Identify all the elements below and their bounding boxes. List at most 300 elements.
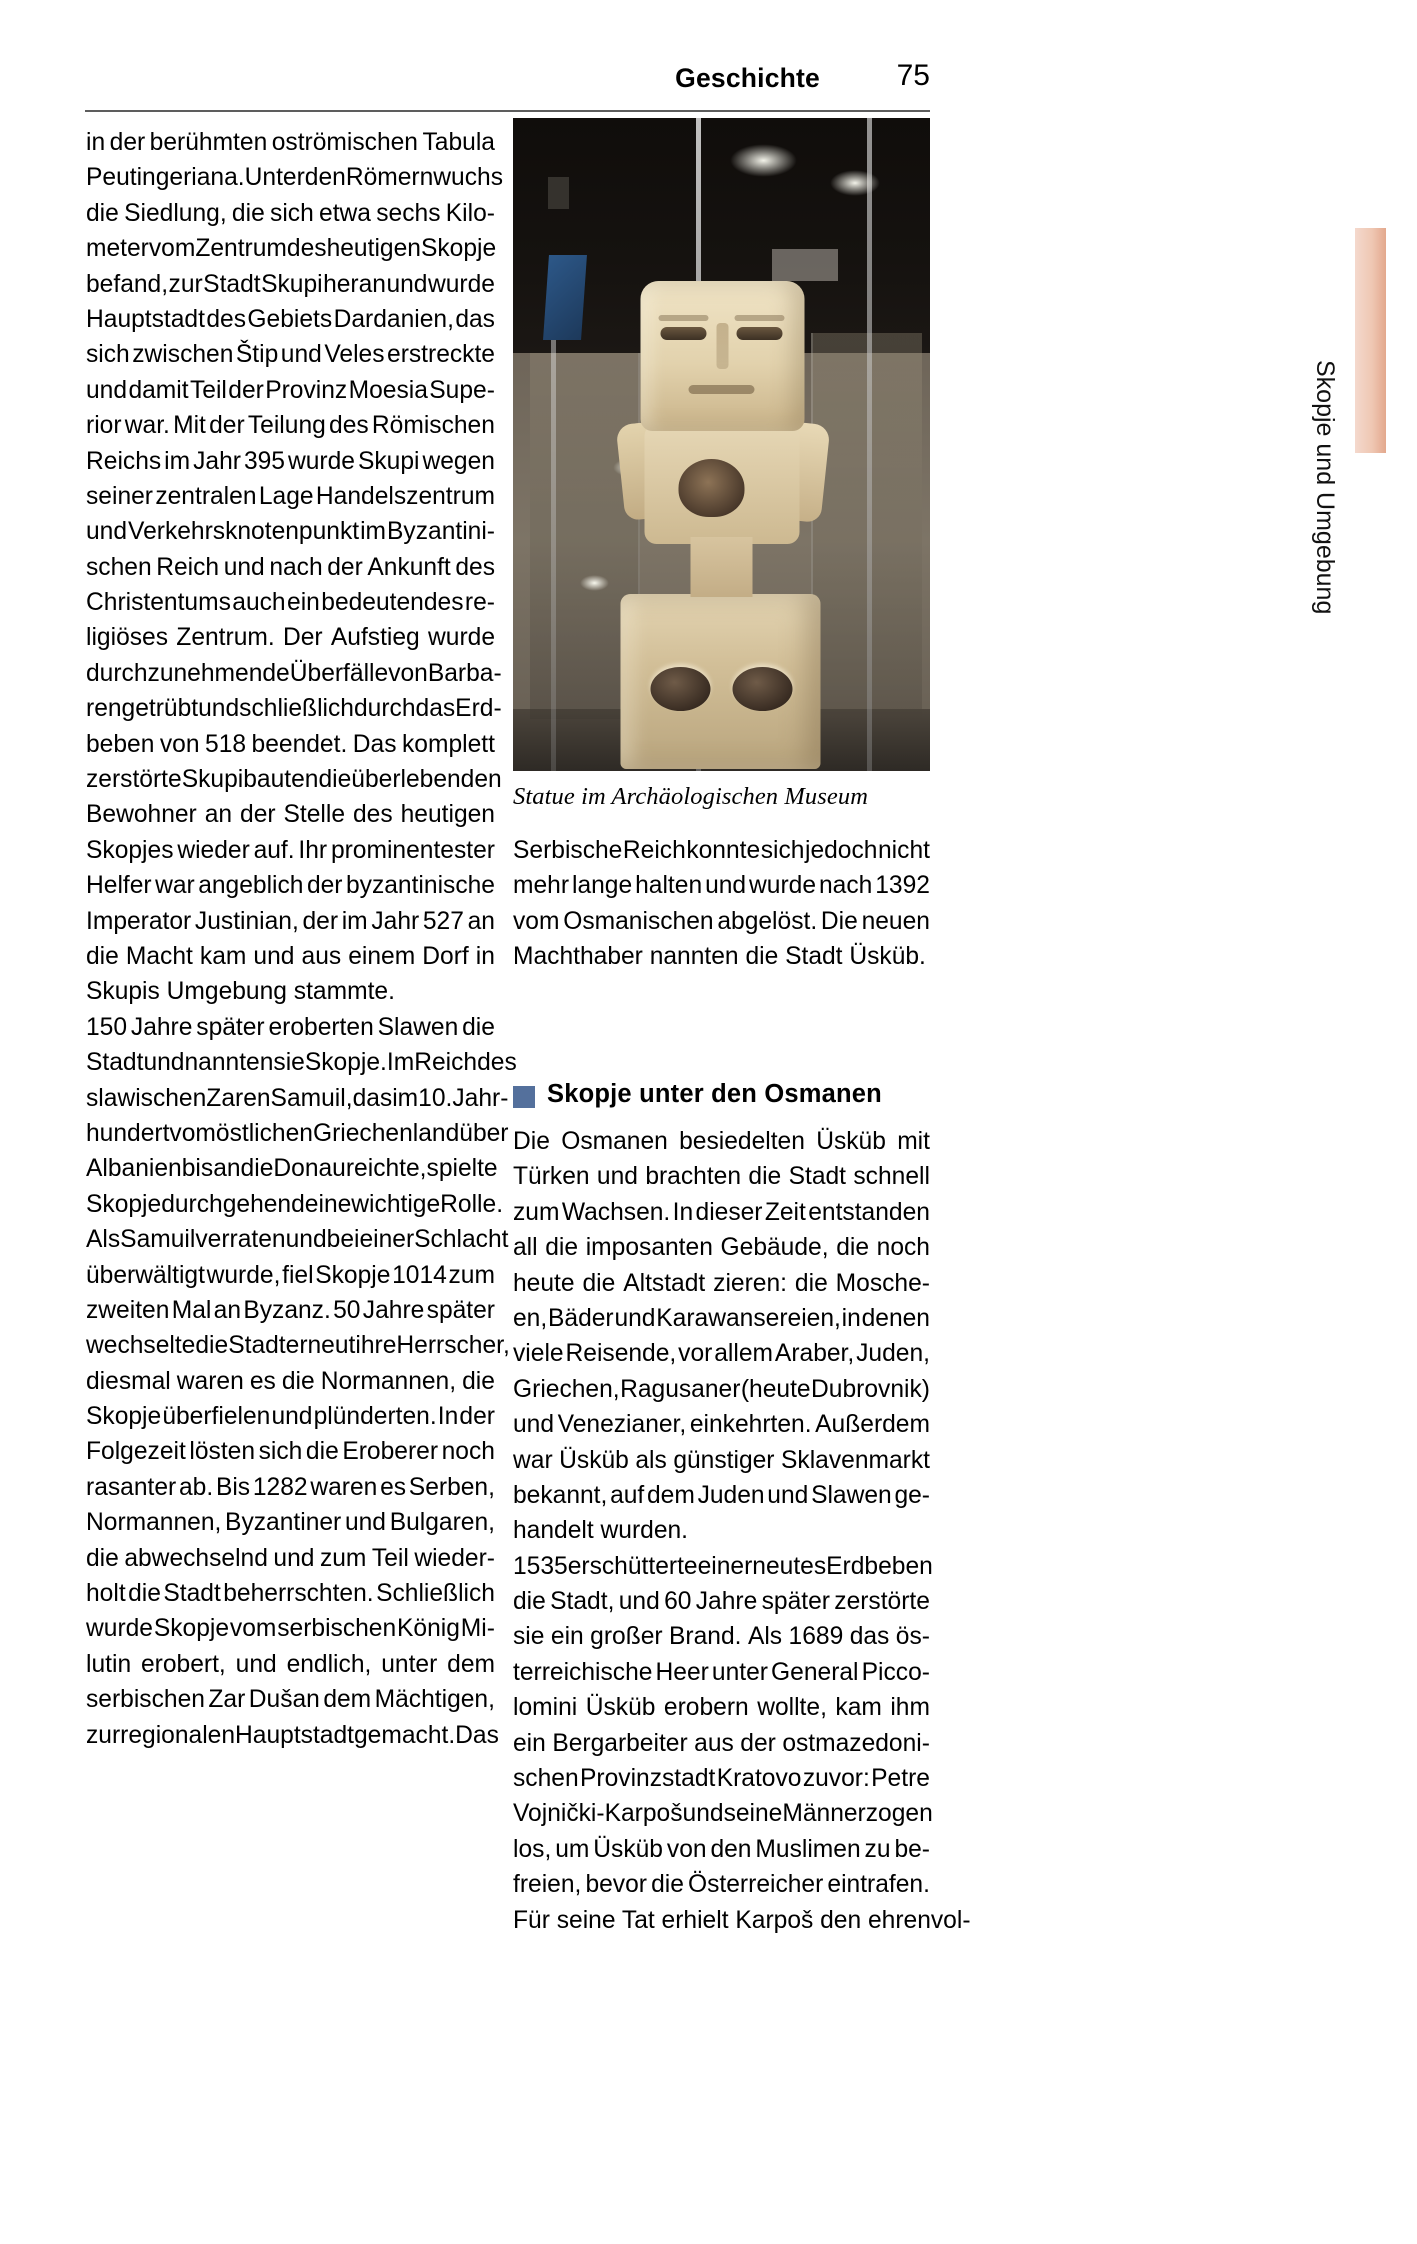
text-word: all <box>513 1234 538 1262</box>
text-word: die <box>836 1234 870 1262</box>
text-word: Handelszentrum <box>315 482 495 510</box>
text-word: Mi- <box>460 1615 495 1643</box>
text-word: und <box>614 1304 656 1332</box>
text-word: 1282 <box>252 1473 308 1501</box>
text-word: Verkehrsknotenpunkt <box>128 518 360 546</box>
text-word: Kratovo <box>716 1765 802 1793</box>
text-word: es <box>249 1367 276 1395</box>
text-word: Barba- <box>427 659 502 687</box>
text-word: Jahr <box>193 447 241 475</box>
text-word: im <box>360 518 387 546</box>
right-text-column-upper <box>513 833 930 975</box>
text-line <box>86 974 495 1009</box>
text-word: Kilo- <box>445 199 495 227</box>
text-word: lösten <box>189 1438 256 1466</box>
text-line <box>513 939 930 974</box>
text-line <box>86 231 495 266</box>
text-run: Für seine Tat erhielt Karpoš den ehrenvol- <box>513 1906 971 1934</box>
text-line <box>86 479 495 514</box>
text-word: und <box>767 1481 809 1509</box>
text-line <box>513 1159 930 1194</box>
text-word: und <box>198 695 240 723</box>
text-word: bauten <box>243 766 319 794</box>
text-word: Erd- <box>455 695 502 723</box>
text-word: durch <box>353 695 416 723</box>
text-word: hundert <box>86 1119 170 1147</box>
text-word: Reich <box>622 837 686 864</box>
text-word: eroberten <box>268 1013 374 1041</box>
text-word: Außerdem <box>815 1411 930 1439</box>
text-word: die <box>281 1367 315 1395</box>
text-word: Brand. <box>669 1623 742 1651</box>
text-word: die <box>651 1871 684 1899</box>
text-word: Stadt <box>203 270 261 298</box>
text-word: in <box>475 942 495 970</box>
text-word: wichtige <box>351 1190 441 1218</box>
text-word: Reichs <box>86 447 162 475</box>
text-word: Heer <box>655 1658 709 1686</box>
text-word: einer <box>359 1226 415 1254</box>
text-word: im <box>341 907 368 935</box>
text-word: Bäder <box>548 1304 614 1332</box>
text-word: über <box>459 1119 509 1147</box>
text-word: das <box>415 695 456 723</box>
text-word: imposanten <box>585 1234 713 1262</box>
text-word: an <box>467 907 495 935</box>
text-word: sich <box>258 1438 303 1466</box>
text-word: prominentester <box>330 836 495 864</box>
text-word: Folgezeit <box>86 1438 186 1466</box>
text-word: die <box>582 1269 616 1297</box>
text-word: Als <box>86 1226 121 1254</box>
text-word: sich <box>86 341 130 369</box>
text-word: 10. <box>418 1084 453 1112</box>
text-word: los, <box>513 1835 552 1863</box>
text-word: ein <box>697 1552 731 1580</box>
text-word: Muslimen <box>755 1835 861 1863</box>
text-line <box>513 1372 930 1407</box>
text-word: zum <box>319 1544 367 1572</box>
text-word: Albanien <box>86 1155 182 1183</box>
text-word: zum <box>513 1198 560 1226</box>
text-word: und <box>271 1403 313 1431</box>
text-word: dem <box>447 1650 495 1678</box>
text-word: wechselte <box>86 1332 196 1360</box>
text-word: Serbische <box>513 837 623 864</box>
text-word: überwältigt <box>86 1261 205 1289</box>
section-heading-text: Skopje unter den Osmanen <box>547 1080 882 1108</box>
text-word: aus <box>694 1729 734 1757</box>
text-word: wollte, <box>757 1694 827 1722</box>
text-word: die <box>462 1013 495 1041</box>
text-word: Petre <box>871 1765 930 1793</box>
text-word: der <box>209 412 245 440</box>
text-word: überfielen <box>162 1403 271 1431</box>
running-head-title: Geschichte <box>675 63 820 93</box>
text-word: Helfer <box>86 872 152 900</box>
text-word: Dubrovnik) <box>811 1375 930 1403</box>
text-word: Juden, <box>856 1340 930 1368</box>
text-word: Römern <box>345 164 434 192</box>
text-word: kam <box>199 942 247 970</box>
text-word: Reich <box>156 553 220 581</box>
photo-glass-mullion <box>551 340 556 771</box>
text-word: des <box>286 235 327 263</box>
text-word: byzantinische <box>345 872 495 900</box>
text-word: ös- <box>895 1623 930 1651</box>
text-word: unter <box>711 1658 768 1686</box>
text-word: Justinian, <box>194 907 299 935</box>
text-word: denen <box>861 1304 930 1332</box>
text-word: Griechenland <box>312 1119 460 1147</box>
text-word: noch <box>876 1234 930 1262</box>
text-line <box>86 1187 504 1222</box>
text-word: und <box>86 518 128 546</box>
text-word: zerstörte <box>86 766 182 794</box>
text-word: Samuil, <box>270 1084 353 1112</box>
photo-spot-highlight <box>730 144 797 177</box>
text-word: Männer <box>782 1800 866 1828</box>
statue-brow <box>658 315 708 321</box>
text-word: be- <box>894 1835 930 1863</box>
text-word: ihre <box>355 1332 397 1360</box>
text-word: Eroberer <box>342 1438 439 1466</box>
thumb-index-label-text: Skopje und Umgebung <box>1311 360 1339 615</box>
text-line <box>86 1399 495 1434</box>
text-word: Sklavenmarkt <box>781 1446 930 1474</box>
photo-scene <box>513 118 930 771</box>
text-word: General <box>771 1658 859 1686</box>
text-word: lutin <box>86 1650 132 1678</box>
text-word: slawischen <box>86 1084 207 1112</box>
text-word: schnell <box>853 1163 930 1191</box>
text-word: regionalen <box>120 1721 236 1749</box>
text-line <box>86 444 495 479</box>
text-word: Veles <box>324 341 385 369</box>
text-line <box>513 1443 930 1478</box>
text-word: Byzantiner <box>225 1509 342 1537</box>
text-line <box>86 337 495 372</box>
text-word: Teilung <box>247 412 326 440</box>
text-word: der <box>228 376 264 404</box>
text-word: und <box>223 553 265 581</box>
text-word: vom <box>229 1615 277 1643</box>
text-word: Bewohner <box>86 801 197 829</box>
statue-head <box>640 281 804 431</box>
text-word: eine <box>304 1190 352 1218</box>
section-bullet-icon <box>513 1086 535 1108</box>
text-word: Ankunft <box>367 553 451 581</box>
text-word: den <box>710 1835 752 1863</box>
text-word: die <box>462 1367 495 1395</box>
text-word: serbischen <box>277 1615 397 1643</box>
text-word: waren <box>176 1367 244 1395</box>
text-word: Zaren <box>206 1084 271 1112</box>
text-word: Supe- <box>429 376 495 404</box>
text-word: angeblich <box>198 872 304 900</box>
stone-statue <box>614 219 829 769</box>
text-word: Skopje <box>153 1615 230 1643</box>
text-word: zur <box>86 1721 121 1749</box>
text-word: Jahr- <box>452 1084 509 1112</box>
text-word: zogen <box>865 1800 933 1828</box>
text-word: diesmal <box>86 1367 171 1395</box>
text-word: vor <box>678 1340 713 1368</box>
text-word: Türken <box>513 1163 590 1191</box>
text-line <box>513 1690 930 1725</box>
text-word: Slawen <box>377 1013 459 1041</box>
text-word: des <box>206 305 247 333</box>
text-word: war <box>155 872 195 900</box>
text-word: Reisende, <box>565 1340 677 1368</box>
text-word: als <box>635 1446 667 1474</box>
text-word: Dardanien, <box>333 305 454 333</box>
running-head <box>85 59 930 102</box>
text-word: des <box>455 553 495 581</box>
text-word: der <box>302 907 339 935</box>
text-word: ostmazedoni- <box>782 1729 930 1757</box>
text-word: freien, <box>513 1871 582 1899</box>
thumb-index-label <box>1311 360 1400 660</box>
section-heading <box>513 1080 933 1114</box>
text-word: die <box>86 199 119 227</box>
text-word: Als <box>747 1623 783 1651</box>
text-word: der <box>306 872 343 900</box>
text-line <box>86 797 495 832</box>
text-word: viele <box>513 1340 564 1368</box>
text-word: erstreckte <box>387 341 495 369</box>
text-word: von <box>666 1835 707 1863</box>
text-word: Üsküb <box>593 1835 663 1863</box>
text-run: handelt wurden. <box>513 1517 689 1545</box>
text-word: ligiöses <box>86 624 169 652</box>
text-line <box>86 550 495 585</box>
text-word: etwa <box>319 199 371 227</box>
text-word: wuchs <box>433 164 504 192</box>
text-line <box>86 302 495 337</box>
text-word: Skopjes <box>86 836 174 864</box>
text-word: fiel <box>282 1261 314 1289</box>
text-word: Picco- <box>861 1658 930 1686</box>
text-line <box>513 1124 930 1159</box>
text-word: sich <box>270 199 314 227</box>
text-word: schließlich <box>239 695 354 723</box>
text-word: das <box>849 1623 890 1651</box>
text-line <box>86 1611 495 1646</box>
text-word: des <box>329 412 369 440</box>
text-word: lange <box>571 872 633 900</box>
statue-eye <box>736 327 782 340</box>
text-word: und <box>143 1049 185 1077</box>
text-line <box>513 1266 930 1301</box>
text-word: Siedlung, <box>124 199 227 227</box>
text-line <box>86 1081 509 1116</box>
text-word: heutigen <box>326 235 421 263</box>
text-word: erneut <box>285 1332 356 1360</box>
text-word: Skopje <box>86 1403 162 1431</box>
text-word: später <box>196 1013 265 1041</box>
text-word: und <box>386 270 428 298</box>
text-word: Normannen, <box>320 1367 457 1395</box>
text-line <box>513 1832 930 1867</box>
text-word: zwischen <box>132 341 234 369</box>
text-word: Skopje <box>86 1190 162 1218</box>
text-word: die <box>794 1269 828 1297</box>
text-word: schen <box>86 553 152 581</box>
text-word: vom <box>513 907 560 935</box>
text-word: Stadt, <box>550 1588 615 1616</box>
text-word: heran <box>323 270 386 298</box>
text-word: die <box>195 1332 229 1360</box>
text-line <box>513 1195 930 1230</box>
text-word: oströmischen <box>271 129 418 156</box>
text-word: überlebenden <box>351 766 502 794</box>
text-word: der <box>740 1729 776 1757</box>
text-word: nannten <box>184 1049 274 1077</box>
header-rule <box>85 110 930 112</box>
text-line <box>513 1761 930 1796</box>
text-word: Juden <box>697 1481 765 1509</box>
text-word: im <box>164 447 191 475</box>
text-word: großer <box>590 1623 663 1651</box>
text-word: 1014 <box>392 1261 447 1289</box>
text-word: 1535 <box>513 1552 568 1580</box>
text-word: der <box>459 1403 495 1431</box>
text-line <box>86 160 504 195</box>
text-line <box>86 1116 509 1151</box>
text-word: Araber, <box>774 1340 855 1368</box>
text-line <box>513 1407 930 1442</box>
text-line <box>86 1258 495 1293</box>
text-word: der <box>109 129 146 156</box>
text-word: schen <box>513 1765 579 1793</box>
text-word: Dušan <box>248 1686 320 1714</box>
text-word: Skopje <box>420 235 497 263</box>
text-word: bis <box>181 1155 214 1183</box>
text-line <box>86 1718 499 1753</box>
text-word: 1689 <box>788 1623 844 1651</box>
text-word: und <box>682 1800 724 1828</box>
text-word: der <box>327 553 363 581</box>
text-word: 60 <box>664 1588 692 1616</box>
text-line <box>513 1549 933 1584</box>
text-word: Zentrum. <box>176 624 275 652</box>
text-line <box>86 691 502 726</box>
text-word: der <box>240 801 276 829</box>
text-word: 527 <box>422 907 464 935</box>
text-word: zerstörte <box>834 1588 930 1616</box>
text-word: und <box>705 872 747 900</box>
text-word: an <box>204 801 233 829</box>
text-word: ein <box>513 1729 546 1757</box>
text-word: Üsküb <box>585 1694 656 1722</box>
text-word: Das <box>352 730 397 758</box>
text-word: durchgehend <box>161 1190 305 1218</box>
text-line <box>86 1045 517 1080</box>
text-word: Reich <box>414 1049 478 1077</box>
text-line <box>86 1541 495 1576</box>
text-word: Štip <box>235 341 279 369</box>
text-word: Üsküb <box>559 1446 629 1474</box>
text-line <box>86 196 495 231</box>
text-word: Ragusaner <box>620 1375 741 1403</box>
text-word: verraten <box>195 1226 286 1254</box>
text-word: die <box>86 1544 119 1572</box>
page-number: 75 <box>896 59 930 92</box>
text-line <box>513 1478 930 1513</box>
text-word: erneutes <box>730 1552 827 1580</box>
text-word: Zentrum <box>195 235 287 263</box>
text-line <box>86 514 495 549</box>
text-word: Mit <box>173 412 206 440</box>
text-line <box>86 373 495 408</box>
text-word: wurde <box>287 447 355 475</box>
text-line <box>86 1222 509 1257</box>
text-word: Der <box>282 624 323 652</box>
text-word: wurde, <box>206 1261 281 1289</box>
text-word: seine <box>723 1800 783 1828</box>
text-word: Römischen <box>371 412 495 440</box>
text-word: Mal <box>171 1296 212 1324</box>
text-word: Peutingeriana. <box>86 164 245 192</box>
statue-base-hole <box>650 667 710 711</box>
text-word: ihm <box>890 1694 930 1722</box>
text-word: die <box>86 942 119 970</box>
text-word: zuvor: <box>802 1765 870 1793</box>
text-word: wurde <box>427 270 495 298</box>
text-line <box>86 585 495 620</box>
text-word: an <box>213 1155 241 1183</box>
text-word: rior <box>86 412 122 440</box>
text-word: und <box>86 376 128 404</box>
text-word: und <box>280 341 322 369</box>
text-word: war <box>513 1446 553 1474</box>
text-word: Skupi <box>261 270 323 298</box>
text-word: gemacht. <box>354 1721 456 1749</box>
text-word: Normannen, <box>86 1509 222 1537</box>
text-word: ge- <box>894 1481 930 1509</box>
text-word: Das <box>455 1721 499 1749</box>
text-word: Schlacht <box>414 1226 509 1254</box>
text-word: das <box>455 305 495 333</box>
text-word: Stadt <box>86 1049 144 1077</box>
text-word: dem <box>647 1481 695 1509</box>
statue-base-hole <box>732 667 792 711</box>
text-word: damit <box>128 376 189 404</box>
text-word: erschütterte <box>567 1552 698 1580</box>
text-word: nach <box>818 872 873 900</box>
text-word: Altstadt <box>623 1269 706 1297</box>
text-word: auf <box>610 1481 645 1509</box>
text-word: zur <box>168 270 203 298</box>
text-word: einem <box>348 942 416 970</box>
text-word: terreichische <box>513 1658 653 1686</box>
text-word: plünderten. <box>313 1403 437 1431</box>
text-word: zentralen <box>155 482 257 510</box>
text-word: Jahr <box>371 907 420 935</box>
right-text-column-lower <box>513 1124 971 1938</box>
text-word: getrübt <box>121 695 199 723</box>
text-word: abwechselnd <box>124 1544 268 1572</box>
text-word: auf. <box>253 836 295 864</box>
text-word: nicht <box>878 837 930 864</box>
text-word: und <box>618 1588 660 1616</box>
text-word: ein <box>287 589 320 617</box>
text-word: Provinzstadt <box>580 1765 716 1793</box>
text-word: Zeit <box>764 1198 806 1226</box>
text-word: 518 <box>205 730 247 758</box>
text-word: Die <box>820 907 858 935</box>
